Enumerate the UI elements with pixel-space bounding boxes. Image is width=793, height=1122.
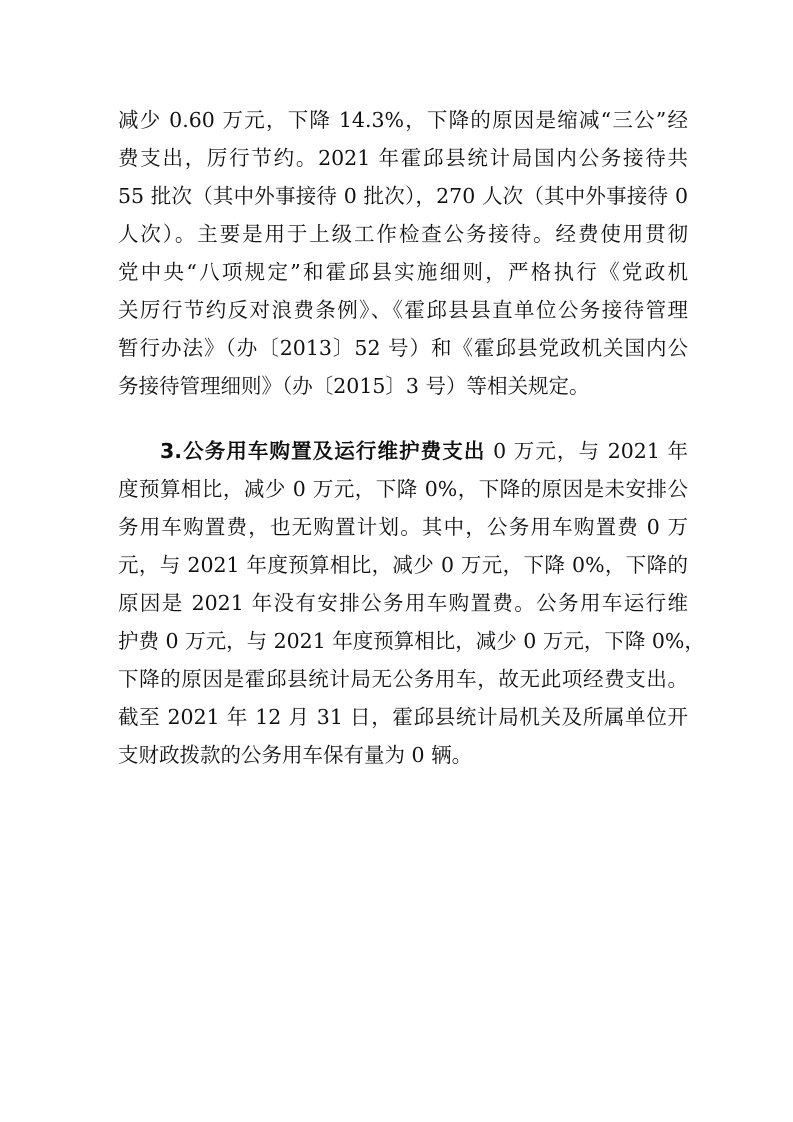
paragraph2-line-3: 务用车购置费，也无购置计划。其中，公务用车购置费 0 万	[118, 515, 688, 539]
paragraph2-line-1-text: 0 万元，与 2021 年	[485, 439, 688, 463]
section-heading: 3.公务用车购置及运行维护费支出	[160, 439, 486, 463]
paragraph2-line-2: 度预算相比，减少 0 万元，下降 0%，下降的原因是未安排公	[118, 477, 688, 501]
paragraph1-line-4: 人次）。主要是用于上级工作检查公务接待。经费使用贯彻	[118, 222, 688, 246]
paragraph2-line-4: 元，与 2021 年度预算相比，减少 0 万元，下降 0%，下降的	[118, 553, 688, 577]
paragraph1-line-5: 党中央“八项规定”和霍邱县实施细则，严格执行《党政机	[118, 260, 688, 284]
paragraph2-line-9: 支财政拨款的公务用车保有量为 0 辆。	[118, 743, 473, 767]
paragraph2-line-5: 原因是 2021 年没有安排公务用车购置费。公务用车运行维	[118, 591, 688, 615]
paragraph2-line-8: 截至 2021 年 12 月 31 日，霍邱县统计局机关及所属单位开	[118, 705, 688, 729]
paragraph1-line-2: 费支出，厉行节约。2021 年霍邱县统计局国内公务接待共	[118, 146, 688, 170]
paragraph1-line-6: 关厉行节约反对浪费条例》、《霍邱县县直单位公务接待管理	[118, 298, 688, 322]
paragraph2-line-7: 下降的原因是霍邱县统计局无公务用车，故无此项经费支出。	[118, 667, 688, 691]
paragraph1-line-7: 暂行办法》（办〔2013〕52 号）和《霍邱县党政机关国内公	[118, 336, 688, 360]
paragraph1-line-3: 55 批次（其中外事接待 0 批次），270 人次（其中外事接待 0	[118, 184, 688, 208]
paragraph1-line-8: 务接待管理细则》（办〔2015〕3 号）等相关规定。	[118, 374, 590, 398]
paragraph1-line-1: 减少 0.60 万元，下降 14.3%，下降的原因是缩减“三公”经	[118, 108, 688, 132]
paragraph2-line-1	[160, 434, 688, 468]
paragraph2-line-6: 护费 0 万元，与 2021 年度预算相比，减少 0 万元，下降 0%，	[118, 629, 705, 653]
